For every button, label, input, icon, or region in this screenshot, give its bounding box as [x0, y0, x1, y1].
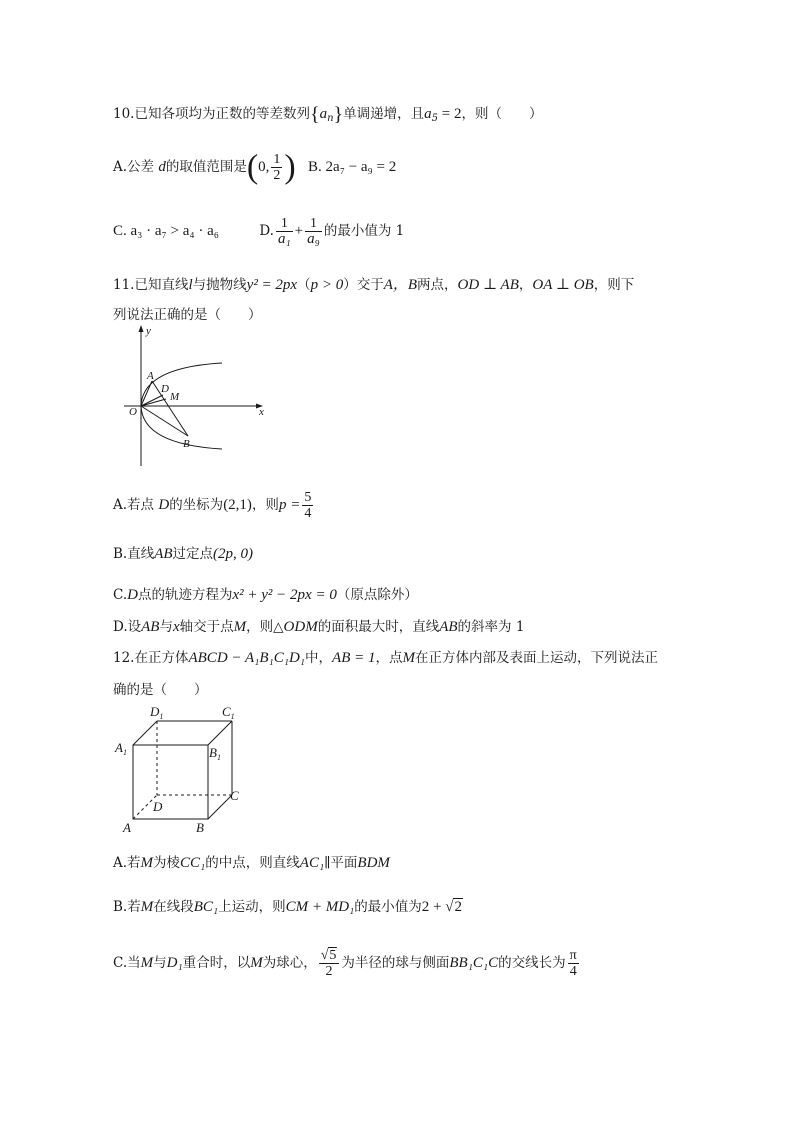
q11-oa-perp-ob: OA ⊥ OB: [532, 277, 594, 293]
q11-stem-text-5: ，则下: [593, 277, 635, 293]
q11-stem-text-4: 两点，: [417, 277, 458, 293]
q12-a-text1: 为棱: [153, 855, 181, 871]
q11-a-prefix: A.若点: [113, 497, 155, 513]
q12-c-den: 2: [325, 964, 333, 979]
q12-b-expr: CM + MD₁: [285, 899, 355, 915]
q11-stem-text-2: 与抛物线: [192, 277, 247, 293]
q12-edge-bc: [208, 795, 232, 819]
q12-b-text3: 的最小值为: [354, 899, 422, 915]
q11-d-text5: 的斜率为 1: [457, 619, 525, 635]
q12-stem-line2: 确的是（ ）: [113, 682, 208, 698]
q12-label-c1-sub: 1: [230, 712, 235, 721]
q11-d-prefix: D.设: [113, 619, 142, 635]
q11-od-perp-ab: OD ⊥ AB: [457, 277, 519, 293]
q10-cond-sub: 5: [431, 113, 439, 124]
q12-c-prefix: C.当: [113, 955, 141, 971]
q10-stem-text: 10.已知各项均为正数的等差数列: [113, 106, 310, 122]
q11-stem-text: 11.已知直线: [113, 277, 189, 293]
q12-c-m: M: [140, 955, 154, 971]
q11-d-ab2: AB: [439, 619, 458, 635]
q10-brace-left: {: [309, 103, 320, 126]
q12-edge-b1c1: [208, 721, 232, 745]
q12-label-a1-letter: A: [115, 740, 123, 755]
q10-a-paren-right: ): [284, 148, 296, 186]
q11-stem: [113, 275, 634, 295]
q12-label-d1-letter: D: [150, 704, 160, 719]
q12-c-num2: π: [569, 948, 577, 963]
q11-segment-ab: [152, 381, 188, 436]
q10-a-fraction: [271, 152, 282, 183]
q10-option-c: C. a₃ · a₇ > a₄ · a₆: [113, 223, 220, 239]
q11-b-point: (2p, 0): [213, 546, 254, 562]
q11-y-arrow-icon: [139, 325, 144, 332]
q11-stem-text-3: ）交于: [343, 277, 384, 293]
q12-a-ac1: AC₁: [299, 855, 325, 871]
q11-p-cond: p > 0: [310, 277, 344, 293]
q11-a-den: 4: [304, 506, 312, 521]
q12-b-prefix: B.若: [113, 899, 141, 915]
q10-d-prefix: D.: [259, 223, 274, 239]
q12-a-m: M: [140, 855, 154, 871]
q11-paren-open: （: [297, 277, 311, 293]
q12-option-c: [113, 948, 581, 979]
q10-a-var: d: [158, 159, 166, 175]
q10-brace-right: }: [333, 103, 344, 126]
q12-b-sqrt-icon: √: [445, 899, 454, 915]
q12-label-c: C: [230, 788, 239, 803]
q11-c-eq: x² + y² − 2px = 0: [232, 587, 337, 603]
q11-a-p: p =: [278, 497, 301, 513]
q12-front-face: [133, 745, 208, 819]
q11-comma: ，: [518, 277, 533, 293]
q12-c-text1: 与: [153, 955, 167, 971]
q10-a-den: 2: [273, 168, 281, 183]
q12-c-text2: 重合时，以: [182, 955, 251, 971]
q12-c-face: BB₁C₁C: [449, 955, 499, 971]
q11-label-o: O: [129, 406, 137, 418]
q12-option-b: [113, 897, 463, 917]
q12-label-d1-sub: 1: [159, 712, 164, 721]
q11-label-y: y: [146, 325, 151, 337]
q12-a-text3: ∥平面: [324, 855, 358, 871]
q11-parabola-eq: y² = 2px: [246, 277, 298, 293]
q11-c-point: D: [127, 587, 138, 603]
q10-a-prefix: A.公差: [113, 159, 155, 175]
q11-label-b: B: [183, 438, 190, 450]
q10-d-plus: +: [294, 223, 304, 239]
q11-b-prefix: B.直线: [113, 546, 155, 562]
q12-label-b1-sub: 1: [216, 753, 221, 762]
q12-label-d: D: [153, 799, 163, 814]
q12-label-b1-letter: B: [209, 745, 217, 760]
q11-d-x: x: [172, 619, 180, 635]
q11-line-l: l: [188, 277, 193, 293]
q12-c-num: [319, 948, 340, 964]
q10-d-num1: 1: [276, 216, 293, 232]
q10-cond-var: a: [424, 106, 432, 122]
q12-edge-a1d1: [133, 721, 157, 745]
q10-cond-value: = 2: [438, 106, 462, 122]
q12-label-a: A: [123, 820, 131, 835]
q10-d-den1: a₁: [277, 231, 291, 247]
q11-d-text2: 轴交于点: [179, 619, 234, 635]
q11-a-coord: (2,1): [223, 497, 252, 513]
q12-label-c1: [222, 704, 235, 721]
q10-a-text: 的取值范围是: [165, 159, 247, 175]
q12-a-prefix: A.若: [113, 855, 141, 871]
q12-a-text2: 的中点，则直线: [205, 855, 300, 871]
q11-parabola-figure: [120, 320, 280, 470]
q11-a-text: 的坐标为: [169, 497, 224, 513]
q12-c-m2: M: [250, 955, 263, 971]
q11-b-ab: AB: [154, 546, 173, 562]
q10-option-a: [113, 148, 397, 186]
q10-option-b: B. 2a₇ − a₉ = 2: [308, 159, 397, 175]
q11-option-a: [113, 490, 315, 521]
q12-b-radicand: 2: [454, 899, 462, 915]
q11-a-fraction: [302, 490, 313, 521]
q11-c-text: 点的轨迹方程为: [137, 587, 233, 603]
q11-d-text1: 与: [159, 619, 173, 635]
q10-a-num: 1: [273, 152, 281, 167]
q12-b-value: 2 +: [421, 899, 446, 915]
q12-stem-text-3: ，点: [375, 650, 403, 666]
q12-stem-text-2: 中，: [305, 650, 333, 666]
q11-d-text4: 的面积最大时，直线: [317, 619, 440, 635]
q12-ab-eq: AB = 1: [332, 650, 376, 666]
q12-a-cc1: CC₁: [180, 855, 206, 871]
q10-option-cd: [113, 216, 404, 247]
q12-label-b: B: [196, 820, 204, 835]
q11-label-d: D: [161, 383, 169, 395]
q12-label-a1: [114, 740, 127, 757]
q12-stem: [113, 648, 658, 668]
q12-c-length-fraction: [568, 948, 579, 979]
q10-seq: a: [319, 106, 328, 122]
q12-stem-text: 12.在正方体: [113, 650, 189, 666]
q12-label-a1-sub: 1: [122, 748, 127, 757]
q11-d-odm: ODM: [283, 619, 318, 635]
q12-c-sqrt-icon: √: [320, 948, 329, 963]
q10-a-paren-left: (: [246, 148, 259, 186]
q12-c-radius-fraction: [319, 948, 340, 979]
q12-c-text4: 为半径的球与侧面: [341, 955, 450, 971]
q12-c-text5: 的交线长为: [498, 955, 566, 971]
q12-option-a: [113, 853, 390, 873]
q10-d-fraction-2: [305, 216, 322, 247]
q10-stem-text-3: ，则（ ）: [461, 106, 543, 122]
q12-c-radicand: 5: [329, 948, 337, 963]
q12-a-bdm: BDM: [357, 855, 390, 871]
q12-label-c1-letter: C: [222, 704, 231, 719]
q12-m: M: [402, 650, 415, 666]
q12-cube-name: ABCD − A₁B₁C₁D₁: [188, 650, 306, 666]
q11-c-prefix: C.: [113, 587, 128, 603]
q11-a-then: ，则: [251, 497, 279, 513]
q11-d-m: M: [233, 619, 247, 635]
q12-cube-figure: [112, 700, 252, 840]
q10-d-text: 的最小值为 1: [323, 223, 405, 239]
q10-a-zero: 0,: [258, 159, 270, 175]
q10-stem-text-2: 单调递增，且: [343, 106, 425, 122]
q12-b-m: M: [140, 899, 154, 915]
q11-points: A，B: [383, 277, 418, 293]
q12-b-bc1: BC₁: [193, 899, 219, 915]
q11-c-note: （原点除外）: [336, 587, 418, 603]
q11-label-a: A: [147, 370, 154, 382]
q10-d-num2: 1: [305, 216, 322, 232]
q11-segment-oa: [141, 381, 152, 406]
q12-c-text3: 为球心，: [262, 955, 317, 971]
q12-b-text2: 上运动，则: [218, 899, 286, 915]
q12-stem-text-4: 在正方体内部及表面上运动，下列说法正: [414, 650, 658, 666]
q11-label-x: x: [259, 406, 264, 418]
q11-b-text: 过定点: [172, 546, 214, 562]
q10-seq-sub: n: [327, 113, 334, 124]
q11-d-text3: ，则△: [246, 619, 284, 635]
q11-segment-ob: [141, 406, 188, 436]
q11-option-b: [113, 544, 253, 564]
q10-stem: [113, 104, 543, 129]
q12-c-den2: 4: [569, 964, 577, 979]
q11-option-d: [113, 617, 524, 637]
q12-label-d1: [149, 704, 163, 721]
q12-c-d1: D₁: [166, 955, 183, 971]
q12-b-text1: 在线段: [153, 899, 194, 915]
q11-d-ab: AB: [141, 619, 160, 635]
q11-a-num: 5: [304, 490, 312, 505]
q10-d-den2: a₉: [307, 231, 320, 247]
q11-label-m: M: [170, 391, 180, 403]
q11-stem-line2: 列说法正确的是（ ）: [113, 307, 262, 323]
q12-label-b1: [209, 745, 221, 762]
q11-option-c: [113, 585, 418, 605]
q11-a-point: D: [158, 497, 170, 513]
q10-d-fraction-1: [276, 216, 293, 247]
